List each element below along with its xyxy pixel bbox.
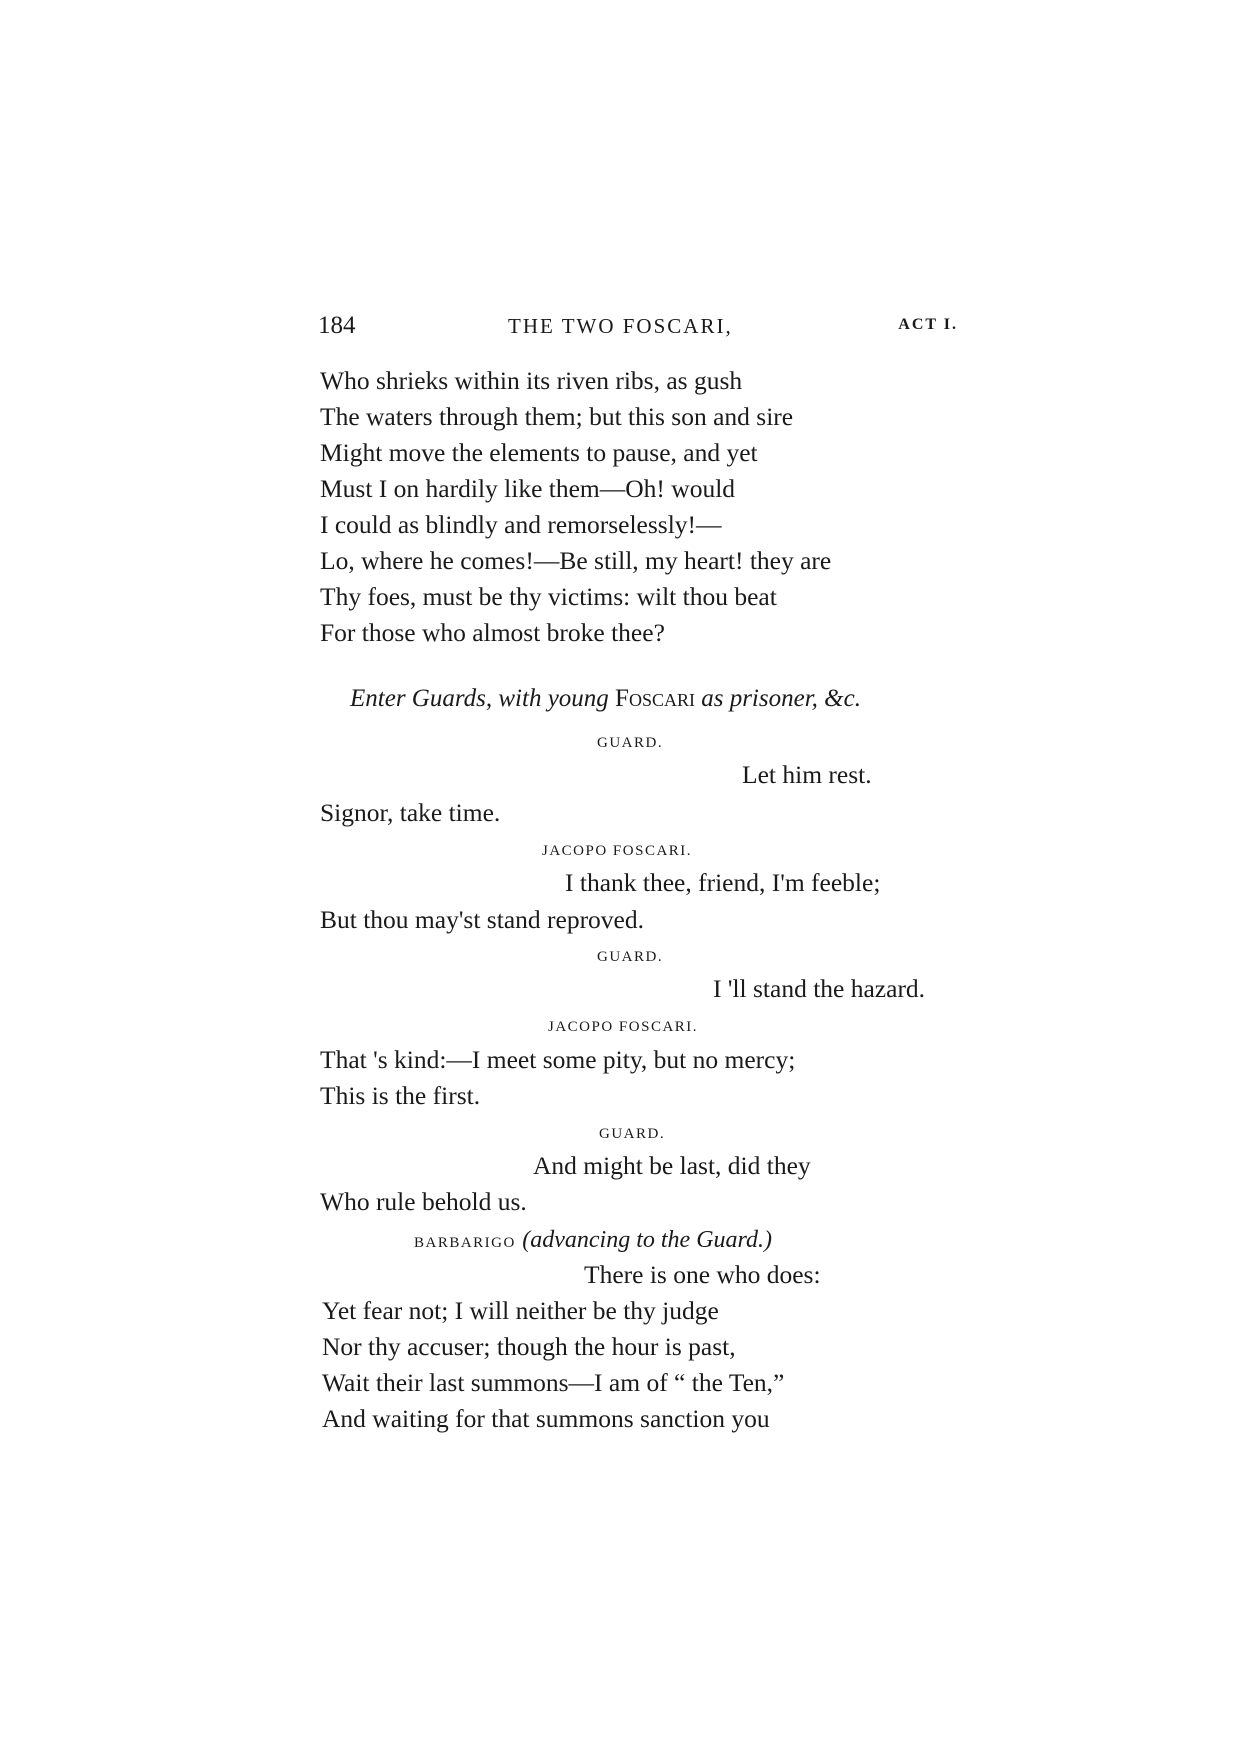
verse-line: Might move the elements to pause, and yet [320, 438, 758, 467]
dialogue-line: And might be last, did they [533, 1151, 811, 1180]
speaker-jacopo-foscari: JACOPO FOSCARI. [548, 1019, 699, 1035]
running-title: THE TWO FOSCARI, [508, 314, 733, 338]
dialogue-line: Let him rest. [742, 760, 872, 789]
verse-line: Who shrieks within its riven ribs, as gush [320, 366, 743, 395]
dialogue-line: That 's kind:—I meet some pity, but no mercy; [320, 1045, 796, 1074]
verse-line: I could as blindly and remorselessly!— [320, 510, 722, 539]
verse-line: Must I on hardily like them—Oh! would [320, 474, 736, 503]
dialogue-line: Nor thy accuser; though the hour is past, [322, 1332, 736, 1361]
speaker-barbarigo: BARBARIGO [414, 1235, 516, 1251]
dialogue-line: Who rule behold us. [320, 1187, 527, 1216]
dialogue-line: Signor, take time. [320, 798, 501, 827]
verse-line: Lo, where he comes!—Be still, my heart! they are [320, 546, 832, 575]
dialogue-line: There is one who does: [584, 1260, 821, 1289]
stage-direction-name: Foscari [615, 685, 695, 712]
dialogue-line: Wait their last summons—I am of “ the Ten,” [322, 1368, 785, 1397]
speaker-guard: GUARD. [599, 1126, 666, 1142]
speaker-guard: GUARD. [597, 949, 664, 965]
verse-line: Thy foes, must be thy victims: wilt thou beat [320, 582, 777, 611]
verse-line: The waters through them; but this son and sire [320, 402, 794, 431]
dialogue-line: I 'll stand the hazard. [713, 974, 926, 1003]
dialogue-line: And waiting for that summons sanction you [322, 1404, 770, 1433]
speaker-jacopo-foscari: JACOPO FOSCARI. [542, 843, 693, 859]
page-number: 184 [318, 312, 356, 339]
dialogue-line: This is the first. [320, 1081, 481, 1110]
dialogue-line: I thank thee, friend, I'm feeble; [565, 868, 881, 897]
speaker-direction: (advancing to the Guard.) [522, 1227, 772, 1253]
page-header [318, 312, 958, 348]
dialogue-line: Yet fear not; I will neither be thy judge [322, 1296, 719, 1325]
stage-direction-text: as prisoner, &c. [694, 685, 861, 712]
stage-direction [350, 686, 861, 711]
speaker-guard: GUARD. [597, 735, 664, 751]
verse-line: For those who almost broke thee? [320, 618, 665, 647]
stage-direction-text: Enter Guards, with young [350, 685, 616, 712]
speaker-barbarigo-line [414, 1226, 772, 1252]
dialogue-line: But thou may'st stand reproved. [320, 905, 645, 934]
act-label: ACT I. [898, 316, 958, 333]
